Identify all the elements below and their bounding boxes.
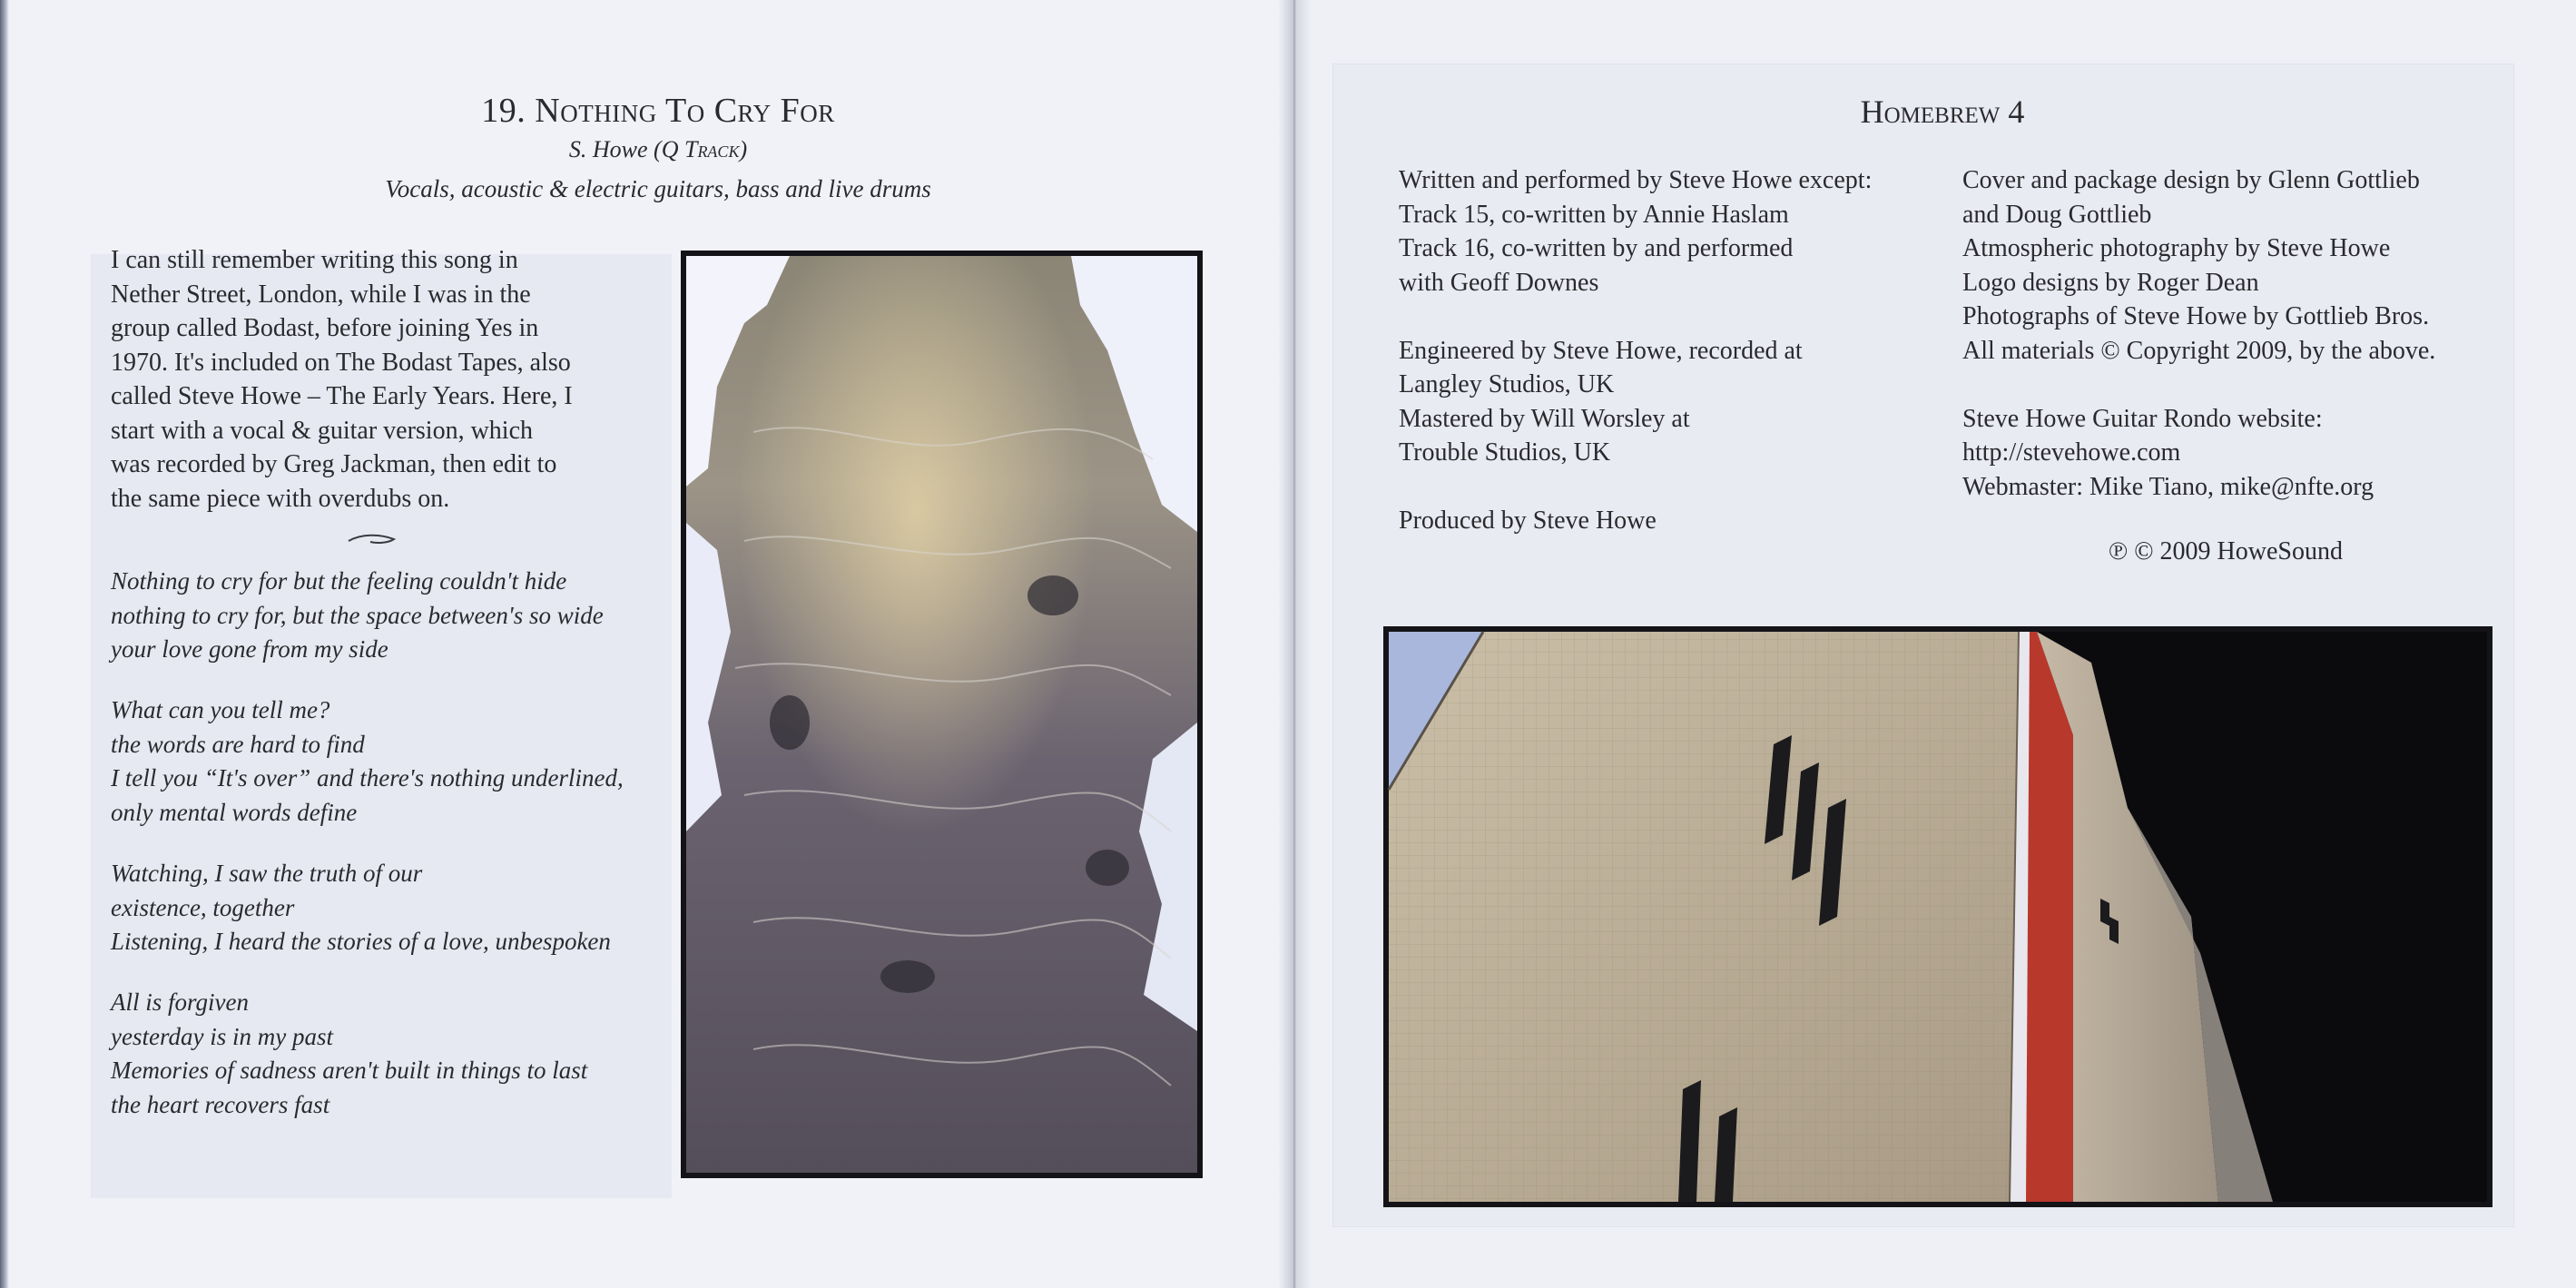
track-intro-text <box>111 243 646 516</box>
copyright-notice: ℗ © 2009 HoweSound <box>2109 537 2343 565</box>
credit-line: Photographs of Steve Howe by Gottlieb Bros. <box>1962 302 2430 330</box>
lyric-line: existence, together <box>111 893 295 921</box>
intro-line: start with a vocal & guitar version, which <box>111 416 533 445</box>
spacer <box>1962 368 2435 402</box>
intro-line: called Steve Howe – The Early Years. Here, I <box>111 382 573 410</box>
spacer <box>1399 300 1872 334</box>
credit-line: Webmaster: Mike Tiano, mike@nfte.org <box>1962 472 2374 501</box>
lyric-line: What can you tell me? <box>111 696 330 723</box>
intro-line: was recorded by Greg Jackman, then edit to <box>111 450 557 478</box>
lyric-line: your love gone from my side <box>111 635 388 663</box>
lyric-line: Memories of sadness aren't built in things to last <box>111 1057 588 1084</box>
lyric-line: Watching, I saw the truth of our <box>111 860 423 887</box>
lyric-line: nothing to cry for, but the space between's so wide <box>111 601 604 629</box>
credit-line: Written and performed by Steve Howe except: <box>1399 166 1873 194</box>
credit-line: Engineered by Steve Howe, recorded at <box>1399 336 1803 365</box>
composer-note: (Q Track) <box>654 136 748 162</box>
lyric-line: Listening, I heard the stories of a love, unbespoken <box>111 928 611 955</box>
credits-column-left <box>1399 163 1872 538</box>
track-number: 19. <box>481 92 526 130</box>
intro-line: I can still remember writing this song in <box>111 246 518 274</box>
credit-line: Cover and package design by Glenn Gottlieb <box>1962 166 2420 194</box>
credit-line: Steve Howe Guitar Rondo website: <box>1962 404 2323 433</box>
building-facade-photo <box>1383 626 2492 1207</box>
track-heading <box>82 91 1234 131</box>
album-title: Homebrew 4 <box>1860 93 2025 130</box>
credit-line: and Doug Gottlieb <box>1962 200 2152 229</box>
credit-line: Produced by Steve Howe <box>1399 506 1657 535</box>
credit-line: http://stevehowe.com <box>1962 438 2181 467</box>
lyric-line: All is forgiven <box>111 988 249 1016</box>
lyrics-verse <box>111 986 655 1122</box>
credit-line: All materials © Copyright 2009, by the above. <box>1962 336 2436 365</box>
flourish-ornament-icon <box>345 525 399 552</box>
credit-line: Logo designs by Roger Dean <box>1962 268 2259 297</box>
frozen-stream-photo-icon <box>681 251 1203 1178</box>
building-facade-photo-icon <box>1383 626 2492 1207</box>
lyric-line: the words are hard to find <box>111 730 365 758</box>
lyric-line: Nothing to cry for but the feeling couldn't hide <box>111 567 567 595</box>
booklet-spine <box>1278 0 1311 1288</box>
lyrics-verse <box>111 565 655 667</box>
credit-line: Atmospheric photography by Steve Howe <box>1962 234 2391 262</box>
booklet-left-edge <box>0 0 9 1288</box>
intro-line: Nether Street, London, while I was in the <box>111 280 531 309</box>
credit-line: Mastered by Will Worsley at <box>1399 404 1690 433</box>
lyrics-verse <box>111 693 655 830</box>
spacer <box>1399 470 1872 505</box>
credit-line: Langley Studios, UK <box>1399 370 1615 398</box>
intro-line: 1970. It's included on The Bodast Tapes, also <box>111 348 571 377</box>
credits-column-right <box>1962 163 2435 504</box>
credit-line: Track 16, co-written by and performed <box>1399 234 1794 262</box>
composer: S. Howe <box>568 136 648 162</box>
frozen-stream-photo <box>681 251 1203 1178</box>
credit-line: with Geoff Downes <box>1399 268 1599 297</box>
track-credit <box>82 136 1234 163</box>
track-title: Nothing To Cry For <box>535 92 835 130</box>
lyrics-verse <box>111 857 655 959</box>
lyric-line: yesterday is in my past <box>111 1022 333 1050</box>
credit-line: Track 15, co-written by Annie Haslam <box>1399 200 1789 229</box>
intro-line: the same piece with overdubs on. <box>111 484 450 513</box>
lyric-line: the heart recovers fast <box>111 1090 330 1118</box>
instruments-line: Vocals, acoustic & electric guitars, bass and live drums <box>385 175 931 202</box>
credit-line: Trouble Studios, UK <box>1399 438 1611 467</box>
lyric-line: I tell you “It's over” and there's nothing underlined, <box>111 764 624 791</box>
lyric-line: only mental words define <box>111 798 358 826</box>
intro-line: group called Bodast, before joining Yes in <box>111 314 539 342</box>
